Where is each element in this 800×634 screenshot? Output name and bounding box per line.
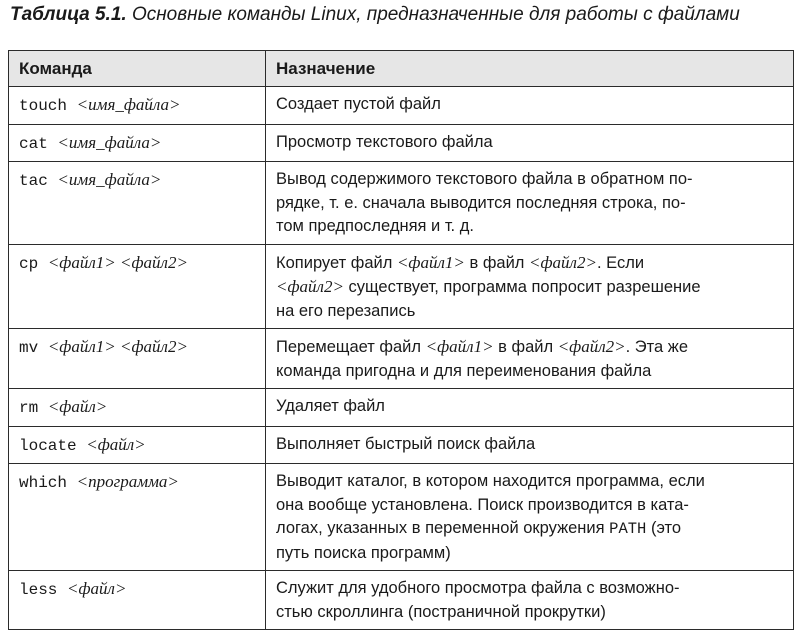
description-text: . Если: [596, 253, 645, 272]
commands-table: [8, 50, 794, 630]
description-placeholder: <файл2>: [276, 277, 344, 296]
description-placeholder: <файл2>: [557, 337, 626, 356]
command-argument: <файл1> <файл2>: [47, 252, 188, 272]
caption-label: Таблица 5.1.: [10, 4, 127, 25]
description-text: путь поиска программ): [276, 543, 451, 562]
description-text: на его перезапись: [276, 301, 416, 320]
table-row: [9, 571, 794, 630]
description-line: Вывод содержимого текстового файла в обратном по-: [276, 170, 693, 188]
description-text: команда пригодна и для переименования файла: [276, 361, 652, 380]
description-text: она вообще установлена. Поиск производится в ката-: [276, 495, 689, 514]
command-name: touch: [19, 97, 68, 115]
header-purpose: Назначение: [266, 51, 794, 87]
description-text: Выводит каталог, в котором находится программа, если: [276, 472, 705, 490]
command-cell: [9, 162, 266, 245]
table-header-row: [9, 51, 794, 87]
command-argument: <файл>: [67, 579, 127, 598]
command-cell: [9, 124, 266, 162]
description-placeholder: <файл2>: [529, 252, 597, 272]
table-row: [9, 329, 794, 389]
description-text: в файл: [464, 253, 530, 272]
description-cell: [266, 124, 794, 162]
description-line: Удаляет файл: [276, 397, 385, 415]
command-cell: [9, 571, 266, 630]
command-argument: <имя_файла>: [57, 170, 162, 189]
description-text: Копирует файл: [276, 253, 397, 272]
description-code: PATH: [609, 520, 647, 538]
description-cell: [266, 244, 794, 329]
description-cell: [266, 464, 794, 571]
command-cell: [9, 464, 266, 571]
command-cell: [9, 426, 266, 464]
command-cell: [9, 244, 266, 329]
description-line: рядке, т. е. сначала выводится последняя строка, по-: [276, 193, 686, 212]
header-command: Команда: [9, 51, 266, 87]
command-argument: <программа>: [76, 472, 179, 491]
description-text: Перемещает файл: [276, 338, 426, 356]
command-argument: <имя_файла>: [76, 95, 181, 114]
description-line: Создает пустой файл: [276, 95, 441, 113]
description-cell: [266, 426, 794, 464]
command-argument: <файл1> <файл2>: [47, 337, 188, 356]
description-text: существует, программа попросит разрешение: [343, 278, 701, 296]
table-row: [9, 426, 794, 464]
description-cell: [266, 329, 794, 389]
table-row: [9, 87, 794, 125]
command-name: which: [19, 474, 68, 492]
caption-text: Основные команды Linux, предназначенные для работы с файлами: [126, 4, 740, 25]
description-line: стью скроллинга (постраничной прокрутки): [276, 602, 606, 621]
command-cell: [9, 389, 266, 427]
command-name: mv: [19, 339, 39, 357]
command-name: locate: [19, 436, 77, 455]
command-name: less: [19, 581, 58, 599]
description-line: Служит для удобного просмотра файла с возможно-: [276, 579, 680, 597]
description-text: в файл: [493, 338, 558, 356]
description-cell: [266, 162, 794, 245]
command-argument: <файл>: [86, 434, 146, 454]
table-row: [9, 124, 794, 162]
command-name: tac: [19, 172, 48, 190]
description-cell: [266, 87, 794, 125]
command-cell: [9, 329, 266, 389]
table-caption: [10, 4, 795, 26]
command-name: cp: [19, 254, 39, 273]
description-placeholder: <файл1>: [396, 252, 465, 272]
description-text: . Эта же: [625, 338, 688, 356]
command-argument: <имя_файла>: [57, 132, 162, 152]
description-text: логах, указанных в переменной окружения: [276, 519, 610, 537]
table-row: [9, 162, 794, 245]
description-line: Просмотр текстового файла: [276, 132, 493, 151]
description-placeholder: <файл1>: [425, 337, 494, 356]
description-cell: [266, 571, 794, 630]
description-line: Выполняет быстрый поиск файла: [276, 434, 536, 453]
command-cell: [9, 87, 266, 125]
table-row: [9, 389, 794, 427]
command-name: rm: [19, 399, 39, 417]
description-text: (это: [646, 519, 682, 537]
description-cell: [266, 389, 794, 427]
command-name: cat: [19, 134, 48, 153]
command-argument: <файл>: [47, 397, 108, 416]
table-row: [9, 244, 794, 329]
table-row: [9, 464, 794, 571]
description-line: том предпоследняя и т. д.: [276, 217, 474, 235]
